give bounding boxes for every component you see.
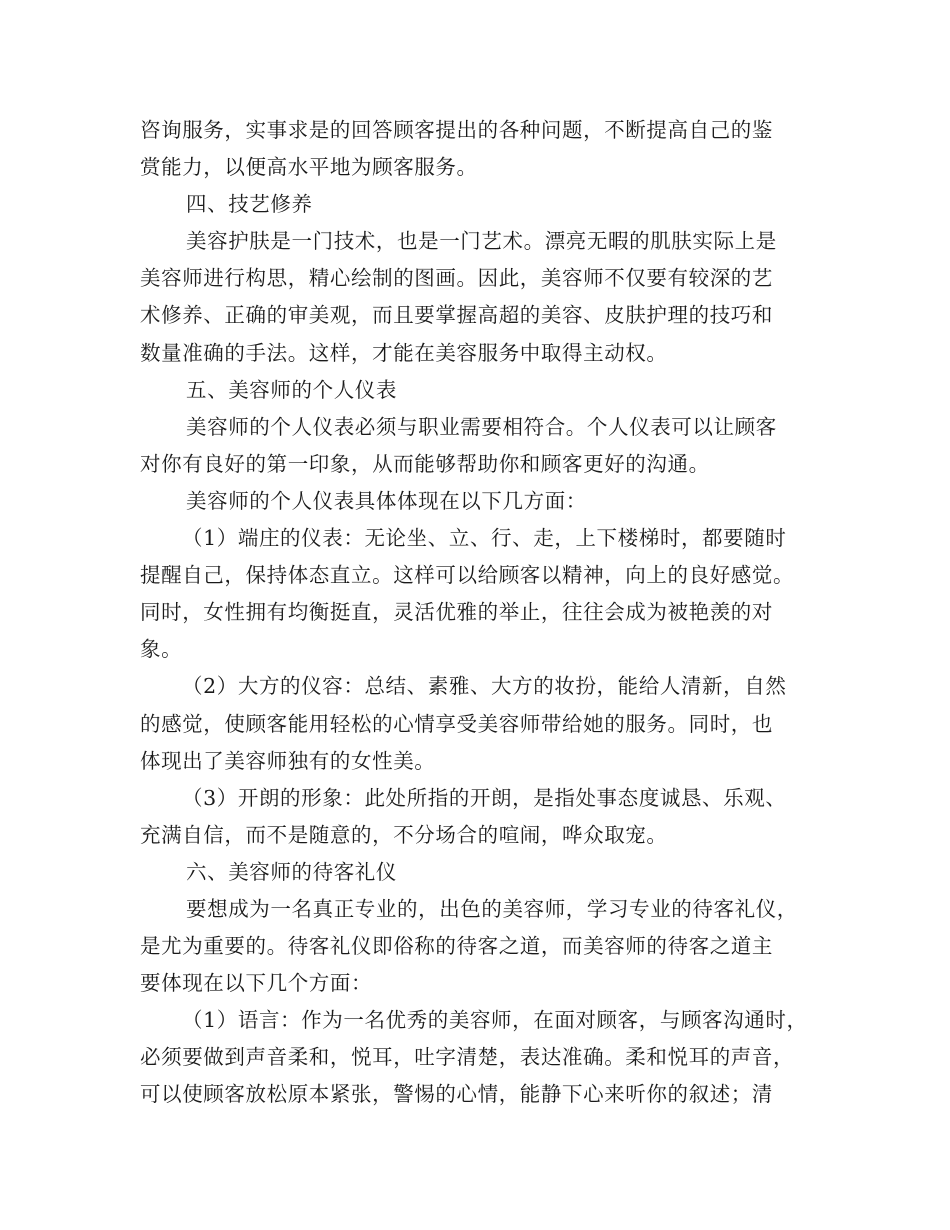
text-line: （3）开朗的形象：此处所指的开朗，是指处事态度诚恳、乐观、 (182, 785, 787, 810)
text-line: （2）大方的仪容：总结、素雅、大方的妆扮，能给人清新，自然 (182, 674, 787, 699)
text-line: 可以使顾客放松原本紧张，警惕的心情，能静下心来听你的叙述；清 (140, 1082, 773, 1107)
text-line: 体现出了美容师独有的女性美。 (140, 748, 436, 773)
text-line: 充满自信，而不是随意的，不分场合的喧闹，哗众取宠。 (140, 822, 668, 847)
text-line: 六、美容师的待客礼仪 (186, 859, 397, 884)
text-line: 象。 (140, 637, 183, 662)
text-line: 数量准确的手法。这样，才能在美容服务中取得主动权。 (140, 340, 668, 365)
text-line: 美容师进行构思，精心绘制的图画。因此，美容师不仅要有较深的艺 (140, 266, 773, 291)
document-body (140, 112, 830, 1114)
text-line: 的感觉，使顾客能用轻松的心情享受美容师带给她的服务。同时，也 (140, 711, 773, 736)
text-line: 术修养、正确的审美观，而且要掌握高超的美容、皮肤护理的技巧和 (140, 303, 773, 328)
text-line: 同时，女性拥有均衡挺直，灵活优雅的举止，往往会成为被艳羡的对 (140, 600, 773, 625)
text-line: 五、美容师的个人仪表 (186, 377, 397, 402)
text-line: 提醒自己，保持体态直立。这样可以给顾客以精神，向上的良好感觉。 (140, 563, 795, 588)
text-line: 美容护肤是一门技术，也是一门艺术。漂亮无暇的肌肤实际上是 (186, 229, 777, 254)
text-line: （1）语言：作为一名优秀的美容师，在面对顾客，与顾客沟通时， (182, 1008, 808, 1033)
text-line: 美容师的个人仪表必须与职业需要相符合。个人仪表可以让顾客 (186, 414, 777, 439)
text-line: 要体现在以下几个方面： (140, 971, 373, 996)
text-line: （1）端庄的仪表：无论坐、立、行、走，上下楼梯时，都要随时 (182, 526, 787, 551)
text-line: 对你有良好的第一印象，从而能够帮助你和顾客更好的沟通。 (140, 451, 710, 476)
text-line: 要想成为一名真正专业的，出色的美容师，学习专业的待客礼仪， (186, 896, 798, 921)
text-line: 是尤为重要的。待客礼仪即俗称的待客之道，而美容师的待客之道主 (140, 934, 773, 959)
text-line: 美容师的个人仪表具体体现在以下几方面： (186, 488, 587, 513)
text-line: 四、技艺修养 (186, 192, 313, 217)
text-line: 赏能力，以便高水平地为顾客服务。 (140, 155, 478, 180)
text-line: 必须要做到声音柔和，悦耳，吐字清楚，表达准确。柔和悦耳的声音， (140, 1045, 795, 1070)
text-line: 咨询服务，实事求是的回答顾客提出的各种问题，不断提高自己的鉴 (140, 118, 773, 142)
